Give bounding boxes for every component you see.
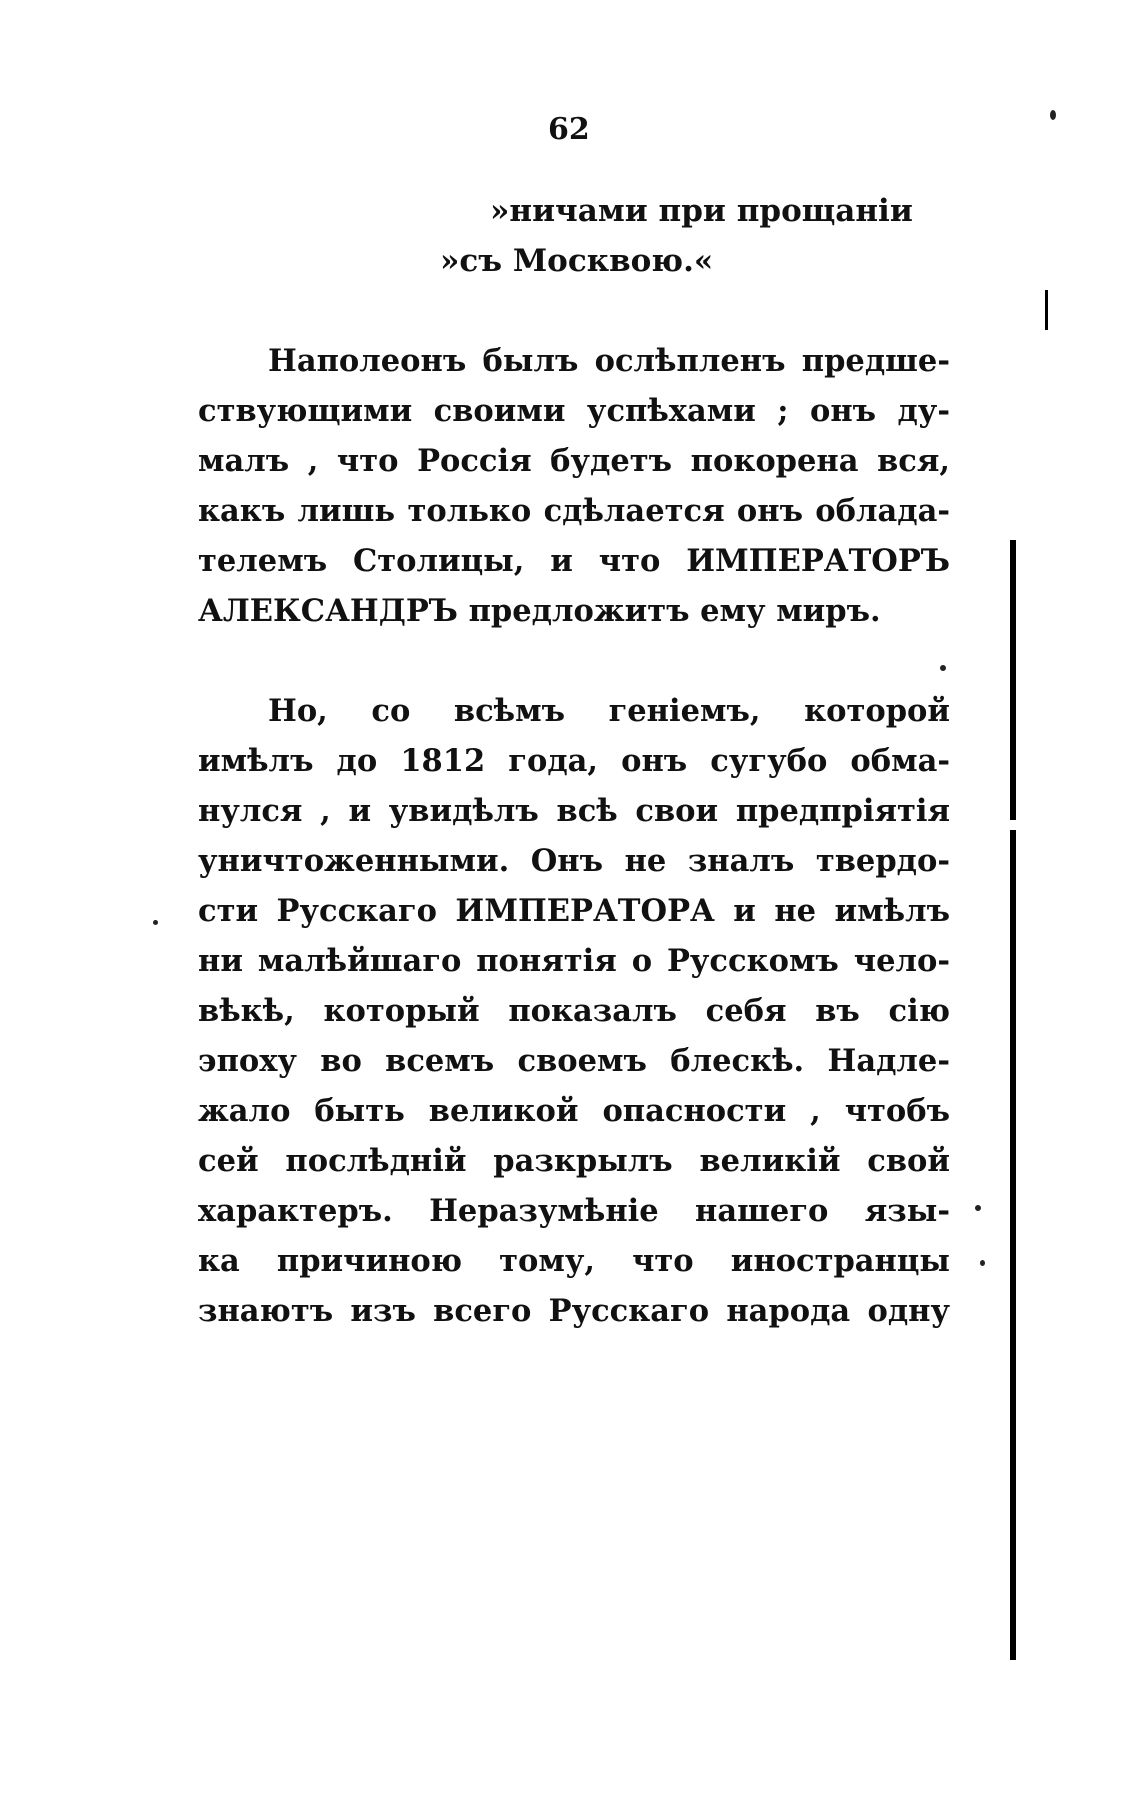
scan-edge-shadow <box>1010 540 1016 820</box>
quote-continuation <box>440 186 950 286</box>
text-line: телемъ Столицы, и что ИМПЕРАТОРЪ <box>198 543 950 579</box>
text-line: сти Русскаго ИМПЕРАТОРА и не имѣлъ <box>198 893 950 929</box>
scan-speck <box>1050 110 1056 120</box>
paragraph-2 <box>198 686 950 1336</box>
scan-speck <box>980 1260 985 1266</box>
text-line: сей послѣдній разкрылъ великій свой <box>198 1143 950 1179</box>
text-line: вѣкѣ, который показалъ себя въ сію <box>198 993 950 1029</box>
text-line: эпоху во всемъ своемъ блескѣ. Надле- <box>198 1043 950 1079</box>
text-line: ни малѣйшаго понятія о Русскомъ чело- <box>198 943 950 979</box>
text-line: какъ лишь только сдѣлается онъ облада- <box>198 493 950 529</box>
scan-edge-shadow <box>1010 830 1016 1660</box>
page-number: 62 <box>548 112 590 147</box>
quote-line: »съ Москвою.« <box>440 243 714 279</box>
text-line: имѣлъ до 1812 года, онъ сугубо обма- <box>198 743 950 779</box>
text-line: жало быть великой опасности , чтобъ <box>198 1093 950 1129</box>
text-line: АЛЕКСАНДРЪ предложитъ ему миръ. <box>198 593 881 629</box>
scan-edge-mark <box>1045 290 1048 330</box>
text-line: Наполеонъ былъ ослѣпленъ предше- <box>268 343 950 379</box>
text-line: ка причиною тому, что иностранцы <box>198 1243 950 1279</box>
paragraph-1 <box>198 336 950 636</box>
text-line: ствующими своими успѣхами ; онъ ду- <box>198 393 950 429</box>
text-line: нулся , и увидѣлъ всѣ свои предпріятія <box>198 793 950 829</box>
text-line: знаютъ изъ всего Русскаго народа одну <box>198 1293 950 1329</box>
text-line: Но, со всѣмъ геніемъ, которой <box>268 693 950 729</box>
scan-speck <box>940 665 946 671</box>
scan-speck <box>975 1205 981 1211</box>
text-line: характеръ. Неразумѣніе нашего язы- <box>198 1193 950 1229</box>
text-line: уничтоженными. Онъ не зналъ твердо- <box>198 843 950 879</box>
text-line: малъ , что Россія будетъ покорена вся, <box>198 443 950 479</box>
scan-speck <box>153 920 158 925</box>
quote-line: »ничами при прощаніи <box>490 193 913 229</box>
